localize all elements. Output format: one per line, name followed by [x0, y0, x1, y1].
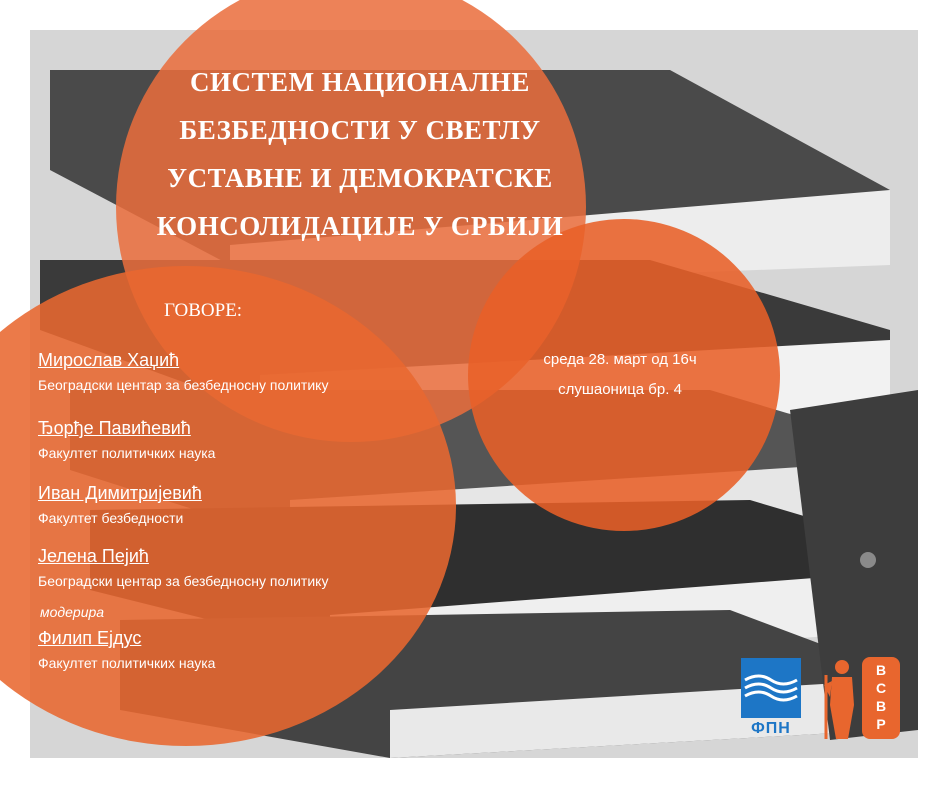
vsvr-badge — [862, 657, 900, 739]
title-line: БЕЗБЕДНОСТИ У СВЕТЛУ — [179, 115, 541, 145]
title-line: КОНСОЛИДАЦИЈЕ У СРБИЈИ — [156, 211, 564, 241]
title-line: УСТАВНЕ И ДЕМОКРАТСКЕ — [167, 163, 553, 193]
moderator-name-link[interactable]: Филип Ејдус — [38, 628, 142, 648]
speaker-name-link[interactable]: Мирослав Хаџић — [38, 350, 180, 370]
moderator-affiliation: Факултет политичких наука — [38, 655, 216, 671]
speaker-entry — [38, 418, 215, 461]
moderator-label: модерира — [40, 604, 105, 620]
vsvr-letter: В — [875, 662, 887, 678]
speaker-name-link[interactable]: Иван Димитријевић — [38, 483, 202, 503]
speaker-name-link[interactable]: Ђорђе Павићевић — [38, 418, 191, 438]
fpn-logo-label: ФПН — [751, 720, 791, 737]
speaker-name-link[interactable]: Јелена Пејић — [38, 546, 149, 566]
event-info — [505, 345, 735, 405]
speaker-entry — [38, 483, 202, 526]
speaker-affiliation: Факултет безбедности — [38, 510, 184, 526]
event-date-time: среда 28. март од 16ч — [543, 351, 697, 368]
speakers-heading: ГОВОРЕ: — [164, 300, 243, 321]
speaker-affiliation: Београдски центар за безбедносну политику — [38, 573, 329, 589]
title-line: СИСТЕМ НАЦИОНАЛНЕ — [190, 67, 530, 97]
vsvr-letter: С — [875, 680, 887, 696]
moderator-entry — [38, 628, 215, 671]
event-room: слушаоница бр. 4 — [558, 381, 682, 398]
speaker-entry — [38, 546, 328, 589]
speaker-affiliation: Факултет политичких наука — [38, 445, 216, 461]
statue-figure-icon — [818, 655, 862, 741]
vsvr-letter: Р — [876, 716, 886, 732]
vsvr-letter: В — [875, 698, 887, 714]
fpn-logo — [741, 658, 801, 740]
fpn-waves-icon — [741, 658, 801, 718]
vsvr-logo — [818, 655, 902, 743]
speaker-entry — [38, 350, 328, 393]
speaker-affiliation: Београдски центар за безбедносну политику — [38, 377, 329, 393]
event-title — [110, 58, 610, 250]
